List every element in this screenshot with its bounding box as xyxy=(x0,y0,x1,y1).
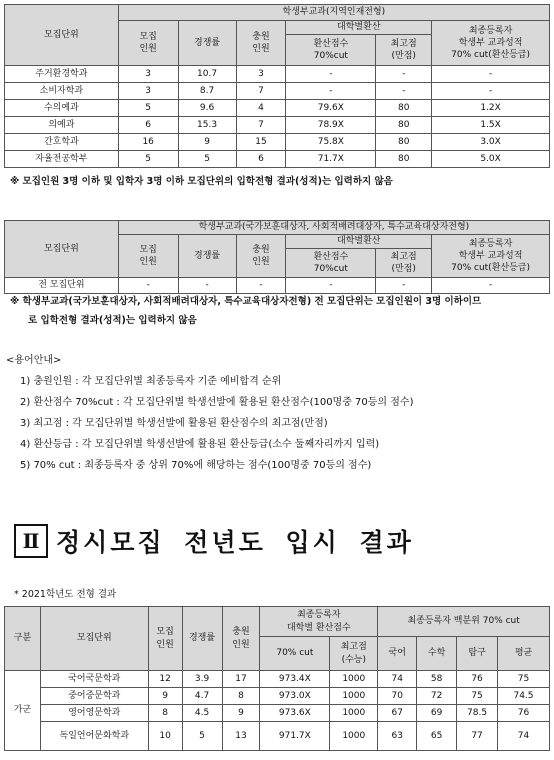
cell-converted: 75.8X xyxy=(286,134,376,151)
header-univ-conversion: 대학별환산 xyxy=(286,235,432,249)
cell-cut: 973.6X xyxy=(260,705,330,722)
cell-korean: 63 xyxy=(378,722,417,751)
cell-korean: 70 xyxy=(378,688,417,705)
cell-top: - xyxy=(376,66,432,83)
cell-converted: - xyxy=(286,66,376,83)
cell-unit: 국어국문학과 xyxy=(40,671,148,688)
cell-grade: 5.0X xyxy=(432,151,550,168)
cell-top: 80 xyxy=(376,134,432,151)
cell-top: - xyxy=(376,83,432,100)
header-competition: 경쟁률 xyxy=(178,235,236,278)
header-group: 학생부교과(지역인재전형) xyxy=(118,5,549,21)
cell-quota: 5 xyxy=(118,100,178,117)
cell-competition: 15.3 xyxy=(178,117,236,134)
cell-math: 58 xyxy=(417,671,457,688)
header-average: 평균 xyxy=(498,637,550,671)
cell-competition: 9 xyxy=(178,134,236,151)
cell-grade: 1.2X xyxy=(432,100,550,117)
cell-fill: 9 xyxy=(222,705,260,722)
cell-fill: 6 xyxy=(236,151,286,168)
header-inquiry: 탐구 xyxy=(457,637,498,671)
table-row xyxy=(5,722,550,751)
table-row xyxy=(5,100,550,117)
cell-average: 74.5 xyxy=(498,688,550,705)
header-converted-score: 환산점수 70%cut xyxy=(286,249,376,278)
table-social-equity xyxy=(4,220,550,294)
cell-fill: 8 xyxy=(222,688,260,705)
cell-grade: 1.5X xyxy=(432,117,550,134)
header-final-grade: 최종등록자 학생부 교과성적 70% cut(환산등급) xyxy=(432,235,550,278)
cell-top: 1000 xyxy=(330,722,378,751)
header-univ-conversion: 대학별환산 xyxy=(286,21,432,35)
header-fill: 충원 인원 xyxy=(236,235,286,278)
header-quota: 모집 인원 xyxy=(148,607,182,671)
header-type: 구분 xyxy=(5,607,41,671)
header-percentile: 최종등록자 백분위 70% cut xyxy=(378,607,550,637)
table-row xyxy=(5,83,550,100)
cell-unit: 자율전공학부 xyxy=(5,151,119,168)
cell-quota: 8 xyxy=(148,705,182,722)
cell-grade: - xyxy=(432,66,550,83)
cell-converted: - xyxy=(286,278,376,294)
cell-competition: 4.5 xyxy=(182,705,222,722)
cell-math: 65 xyxy=(417,722,457,751)
table-row xyxy=(5,671,550,688)
cell-quota: 16 xyxy=(118,134,178,151)
cell-fill: 7 xyxy=(236,83,286,100)
table-row xyxy=(5,705,550,722)
header-converted-score: 환산점수 70%cut xyxy=(286,35,376,66)
cell-grade: 3.0X xyxy=(432,134,550,151)
header-unit: 모집단위 xyxy=(5,221,119,278)
cell-converted: 79.6X xyxy=(286,100,376,117)
cell-cut: 973.4X xyxy=(260,671,330,688)
cell-grade: - xyxy=(432,83,550,100)
cell-top: 80 xyxy=(376,151,432,168)
glossary-item: 5) 70% cut : 최종등록자 중 상위 70%에 해당하는 점수(100명중 70등의 점수) xyxy=(20,460,372,471)
cell-inquiry: 76 xyxy=(457,671,498,688)
cell-math: 69 xyxy=(417,705,457,722)
header-competition: 경쟁률 xyxy=(178,21,236,66)
cell-inquiry: 78.5 xyxy=(457,705,498,722)
header-korean: 국어 xyxy=(378,637,417,671)
cell-unit: 수의예과 xyxy=(5,100,119,117)
cell-unit: 영어영문학과 xyxy=(40,705,148,722)
header-cut: 70% cut xyxy=(260,637,330,671)
table-row xyxy=(5,117,550,134)
cell-competition: - xyxy=(178,278,236,294)
header-top-score: 최고점 (만점) xyxy=(376,249,432,278)
cell-fill: 15 xyxy=(236,134,286,151)
header-top-score: 최고점 (만점) xyxy=(376,35,432,66)
header-top-score: 최고점 (수능) xyxy=(330,637,378,671)
cell-competition: 4.7 xyxy=(182,688,222,705)
table-regular-admission xyxy=(4,606,550,751)
cell-quota: 5 xyxy=(118,151,178,168)
cell-quota: 3 xyxy=(118,66,178,83)
header-fill: 충원 인원 xyxy=(236,21,286,66)
cell-inquiry: 75 xyxy=(457,688,498,705)
cell-competition: 9.6 xyxy=(178,100,236,117)
glossary-item: 1) 충원인원 : 각 모집단위별 최종등록자 기준 예비합격 순위 xyxy=(20,376,282,387)
cell-quota: 10 xyxy=(148,722,182,751)
header-quota: 모집 인원 xyxy=(118,235,178,278)
section-title: 정시모집 전년도 입시 결과 xyxy=(56,528,414,557)
cell-quota: 3 xyxy=(118,83,178,100)
glossary-item: 3) 최고점 : 각 모집단위별 학생선발에 활용된 환산점수의 최고점(만점) xyxy=(20,418,328,429)
table-row xyxy=(5,151,550,168)
section-number: Ⅱ xyxy=(14,524,48,558)
header-fill: 충원 인원 xyxy=(222,607,260,671)
cell-top: 80 xyxy=(376,100,432,117)
cell-top: 1000 xyxy=(330,688,378,705)
header-quota: 모집 인원 xyxy=(118,21,178,66)
cell-grade: - xyxy=(432,278,550,294)
header-competition: 경쟁률 xyxy=(182,607,222,671)
cell-top: - xyxy=(376,278,432,294)
cell-top: 1000 xyxy=(330,671,378,688)
cell-average: 76 xyxy=(498,705,550,722)
cell-unit: 의예과 xyxy=(5,117,119,134)
cell-fill: - xyxy=(236,278,286,294)
header-final-score: 최종등록자 대학별 환산점수 xyxy=(260,607,378,637)
cell-unit: 소비자학과 xyxy=(5,83,119,100)
cell-average: 74 xyxy=(498,722,550,751)
cell-average: 75 xyxy=(498,671,550,688)
cell-top: 80 xyxy=(376,117,432,134)
header-final-grade: 최종등록자 학생부 교과성적 70% cut(환산등급) xyxy=(432,21,550,66)
cell-inquiry: 77 xyxy=(457,722,498,751)
cell-fill: 13 xyxy=(222,722,260,751)
glossary-item: 4) 환산등급 : 각 모집단위별 학생선발에 활용된 환산등급(소수 둘째자리까지 입력) xyxy=(20,439,380,450)
cell-competition: 5 xyxy=(178,151,236,168)
header-unit: 모집단위 xyxy=(5,5,119,66)
cell-competition: 5 xyxy=(182,722,222,751)
cell-competition: 8.7 xyxy=(178,83,236,100)
table3-caption: * 2021학년도 전형 결과 xyxy=(14,589,117,600)
header-unit: 모집단위 xyxy=(40,607,148,671)
cell-fill: 4 xyxy=(236,100,286,117)
table-row xyxy=(5,688,550,705)
cell-quota: 9 xyxy=(148,688,182,705)
table2-note-line1: ※ 학생부교과(국가보훈대상자, 사회적배려대상자, 특수교육대상자전형) 전 모집단위는 모집인원이 3명 이하이므 xyxy=(10,296,482,307)
cell-math: 72 xyxy=(417,688,457,705)
cell-fill: 17 xyxy=(222,671,260,688)
cell-quota: 6 xyxy=(118,117,178,134)
glossary-title: <용어안내> xyxy=(6,355,62,366)
cell-competition: 10.7 xyxy=(178,66,236,83)
header-group: 학생부교과(국가보훈대상자, 사회적배려대상자, 특수교육대상자전형) xyxy=(118,221,549,235)
table-regional-talent xyxy=(4,4,550,168)
cell-converted: 78.9X xyxy=(286,117,376,134)
table-row xyxy=(5,278,550,294)
cell-fill: 7 xyxy=(236,117,286,134)
table2-note-line2: 로 입학전형 결과(성적)는 입력하지 않음 xyxy=(28,315,197,326)
cell-korean: 67 xyxy=(378,705,417,722)
cell-unit: 독일언어문화학과 xyxy=(40,722,148,751)
cell-converted: 71.7X xyxy=(286,151,376,168)
cell-cut: 973.0X xyxy=(260,688,330,705)
cell-unit: 중어중문학과 xyxy=(40,688,148,705)
cell-competition: 3.9 xyxy=(182,671,222,688)
cell-unit: 주거환경학과 xyxy=(5,66,119,83)
cell-quota: - xyxy=(118,278,178,294)
glossary-item: 2) 환산점수 70%cut : 각 모집단위별 학생선발에 활용된 환산점수(100명중 70등의 점수) xyxy=(20,397,414,408)
section-heading xyxy=(14,523,414,559)
table-row xyxy=(5,134,550,151)
header-math: 수학 xyxy=(417,637,457,671)
cell-converted: - xyxy=(286,83,376,100)
cell-cut: 971.7X xyxy=(260,722,330,751)
cell-korean: 74 xyxy=(378,671,417,688)
cell-group: 가군 xyxy=(5,671,41,751)
table-row xyxy=(5,66,550,83)
cell-unit: 간호학과 xyxy=(5,134,119,151)
cell-quota: 12 xyxy=(148,671,182,688)
cell-top: 1000 xyxy=(330,705,378,722)
cell-unit: 전 모집단위 xyxy=(5,278,119,294)
cell-fill: 3 xyxy=(236,66,286,83)
table1-note: ※ 모집인원 3명 이하 및 입학자 3명 이하 모집단위의 입학전형 결과(성적)는 입력하지 않음 xyxy=(10,176,393,187)
